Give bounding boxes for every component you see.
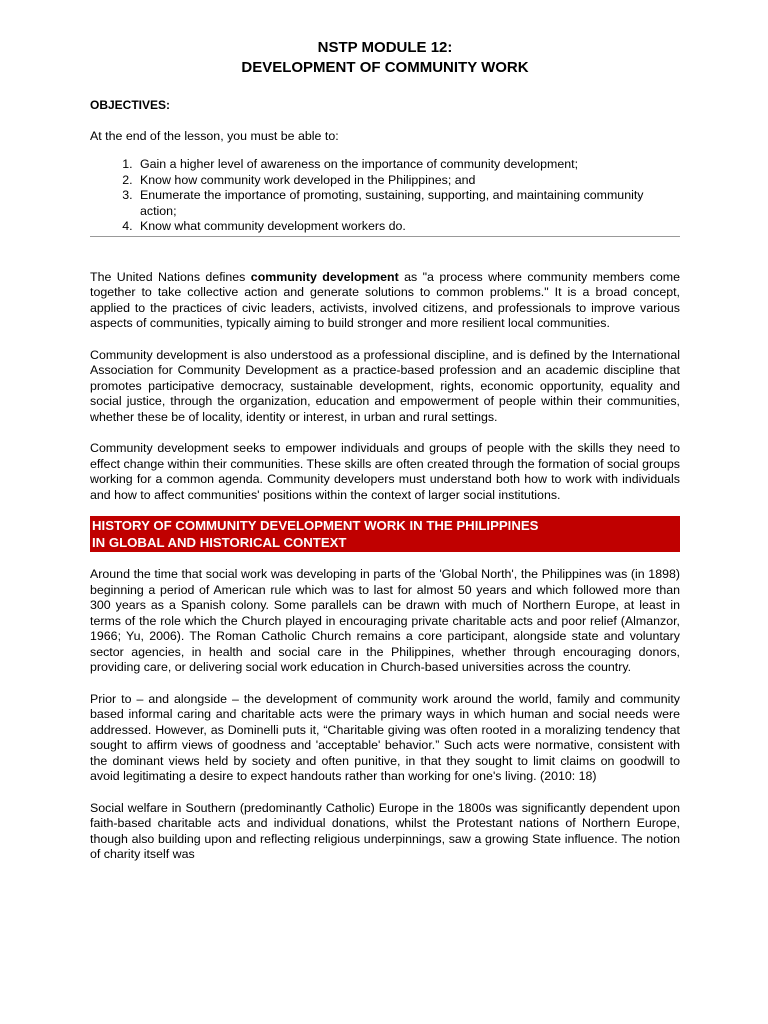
p1-text-before: The United Nations defines xyxy=(90,269,251,284)
objectives-list xyxy=(90,157,680,235)
page-title xyxy=(90,38,680,78)
p1-text-after: as "a process where community members come together to take collective action and generate solutions to common problems." It is a broad concept, applied to the practices of civic leaders, activists, involved citizens, and professionals to improve various aspects of communities, typically aiming to build stronger and more resilient local communities. xyxy=(90,269,680,330)
title-line-2: DEVELOPMENT OF COMMUNITY WORK xyxy=(241,59,529,76)
paragraph-prior-to: Prior to – and alongside – the development of community work around the world, family and community based informal caring and charitable acts were the primary ways in which human and social needs were addressed. However, as Dominelli puts it, “Charitable giving was often rooted in a moralizing tendency that sought to affirm views of goodness and 'acceptable' behavior.” Such acts were normative, consistent with the dominant views held by society and often punitive, in that they sought to limit claims on goodwill to avoid legitimating a desire to expect handouts rather than working for one's living. (2010: 18) xyxy=(90,691,680,783)
objectives-heading: OBJECTIVES: xyxy=(90,98,171,112)
p1-bold-term: community development xyxy=(250,269,399,284)
section-heading-line-2: IN GLOBAL AND HISTORICAL CONTEXT xyxy=(92,535,347,550)
objective-item: 3. Enumerate the importance of promoting, sustaining, supporting, and maintaining community action; xyxy=(136,188,680,219)
objectives-intro: At the end of the lesson, you must be able to: xyxy=(90,129,339,143)
objective-item: 2. Know how community work developed in the Philippines; and xyxy=(136,173,680,189)
objective-item: 4. Know what community development workers do. xyxy=(136,219,680,235)
paragraph-definition xyxy=(90,270,680,332)
paragraph-global-north: Around the time that social work was developing in parts of the 'Global North', the Philippines was (in 1898) beginning a period of American rule which was to last for almost 50 years and which followed more than 300 years as a Spanish colony. Some parallels can be drawn with much of Northern Europe, at least in terms of the role which the Church played in encouraging private charitable acts and poor relief (Almanzor, 1966; Yu, 2006). The Roman Catholic Church remains a core participant, alongside state and voluntary sector agencies, in health and social care in the Philippines, whether through encouraging donors, providing care, or delivering social work education in Church-based universities across the country. xyxy=(90,567,680,674)
paragraph-discipline: Community development is also understood as a professional discipline, and is defined by the International Association for Community Development as a practice-based profession and an academic discipline that promotes participative democracy, sustainable development, rights, economic opportunity, equality and social justice, through the organization, education and empowerment of people within their communities, whether these be of locality, identity or interest, in urban and rural settings. xyxy=(90,347,680,424)
section-heading-line-1: HISTORY OF COMMUNITY DEVELOPMENT WORK IN THE PHILIPPINES xyxy=(92,518,539,533)
section-heading-history xyxy=(90,516,680,552)
document-page xyxy=(90,38,680,863)
paragraph-empower: Community development seeks to empower individuals and groups of people with the skills they need to effect change within their communities. These skills are often created through the formation of social groups working for a common agenda. Community developers must understand both how to work with individuals and how to affect communities' positions within the context of larger social institutions. xyxy=(90,441,680,502)
title-line-1: NSTP MODULE 12: xyxy=(317,39,453,56)
paragraph-social-welfare: Social welfare in Southern (predominantly Catholic) Europe in the 1800s was significantly dependent upon faith-based charitable acts and individual donations, whilst the Protestant nations of Northern Europe, though also building upon and reflecting religious underpinnings, saw a growing State influence. The notion of charity itself was xyxy=(90,800,680,861)
objective-item: 1. Gain a higher level of awareness on the importance of community development; xyxy=(136,157,680,173)
horizontal-rule xyxy=(90,236,680,237)
